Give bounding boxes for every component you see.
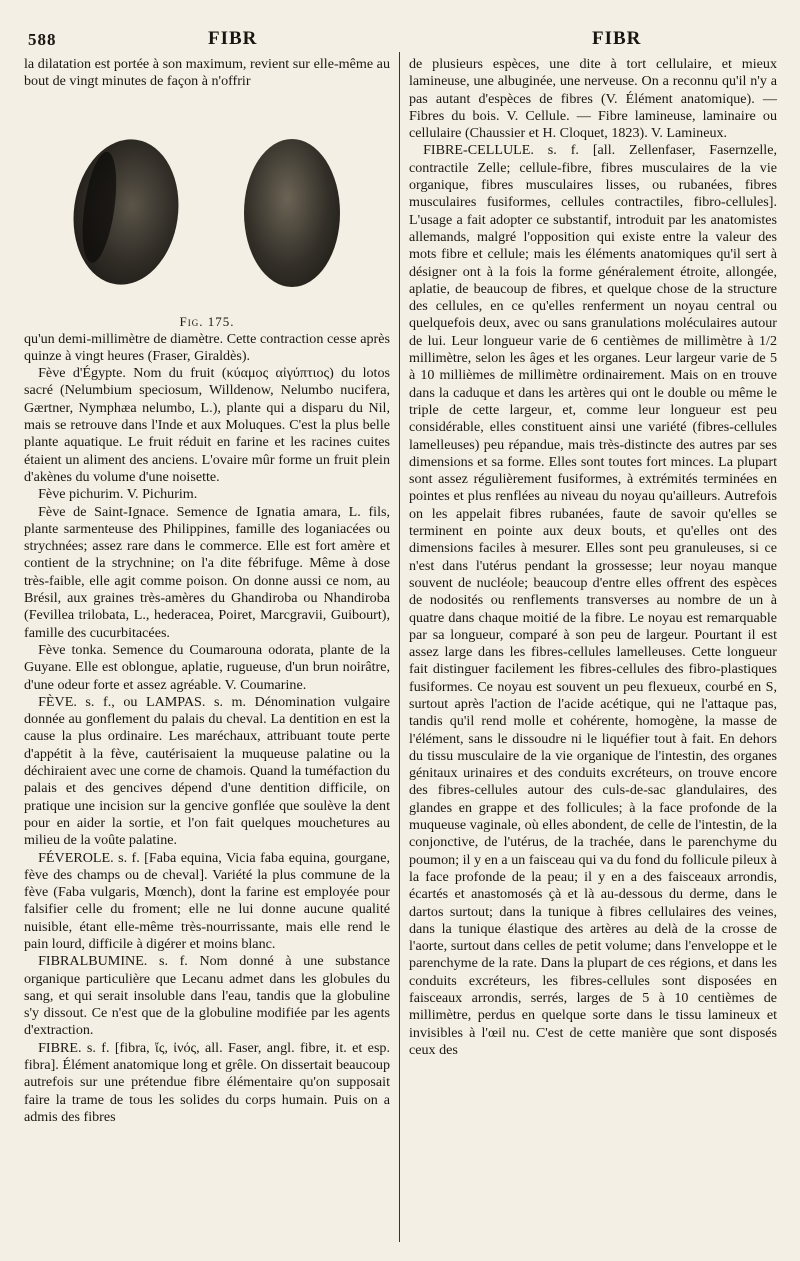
paragraph: qu'un demi-millimètre de diamètre. Cette contraction cesse après quinze à vingt heures (Fraser, Giraldès). bbox=[24, 330, 390, 364]
figure-caption: Fig. 175. bbox=[179, 313, 235, 329]
figure-175 bbox=[24, 91, 390, 331]
seed-illustration-left bbox=[64, 132, 187, 291]
entry-fibre-cellule: FIBRE-CELLULE. s. f. [all. Zellenfaser, Fasernzelle, contractile Zelle; cellule-fibre, fibres musculaires de la vie organique, fibres musculaires lisses, ou rubanées, fibres musculaires fusiformes, cellules contractiles, fibro-cellules]. L'usage a fait adopter ce substantif, introduit par les anatomistes allemands, malgré l'opposition qui existe entre la valeur des mots fibre et cellule; mais les éléments anatomiques qu'il sert à désigner ont à la fois la forme généralement étroite, allongée, aplatie, de beaucoup de fibres, et quelque chose de la structure des cellules, en ce qu'elles renferment un noyau central ou quelquefois deux, avec ou sans granulations moléculaires autour de lui. Leur longueur varie de 6 centièmes de millimètre à 1/2 millimètre, selon les âges et les organes. Leur largeur varie de 5 à 10 millièmes de millimètre ordinairement. Mais on en trouve dans la caduque et dans les artères qui ont le double ou même le triple de cette largeur, et, comme leur longueur est peu considérable, elles constituent ainsi une variété (fibres-cellules lamelleuses) peu répandue, mais très-distincte des autres par ses dimensions et sa forme. Elles sont toutes fort minces. La plupart sont assez régulièrement fusiformes, à extrémités terminées en pointes et plus renflées au niveau du noyau qu'ailleurs. Autrefois on les appelait fibres rubanées, faute de savoir qu'elles se terminent en pointe aux deux bouts, et qu'elles ont des dimensions faciles à mesurer. Elles sont peu granuleuses, si ce n'est dans l'utérus pendant la grossesse; leur noyau manque souvent de nucléole; beaucoup d'entre elles offrent des espèces de nodosités ou renflements transverses au nombre de un à quatre dans chaque moitié de la fibre. Le noyau est remarquable par sa longueur, comparé à son peu de largeur. Pourtant il est assez large dans les fibres-cellules lamelleuses. Cette longueur fait distinguer facilement les fibres-cellules des fibro-plastiques fusiformes. Ce noyau est souvent un peu flexueux, courbé en S, surtout après l'action de l'acide acétique, qui ne l'attaque pas, tandis qu'il rend molle et cohérente, homogène, la masse de l'élément, sans le dissoudre ni le liquéfier tout à fait. En dehors du tissu musculaire de la vie organique de l'intestin, des organes génitaux urinaires et des conduits excréteurs, on trouve encore des fibres-cellules autour des culs-de-sac glandulaires, des glandes en grappe et des follicules; à la face profonde de la muqueuse vaginale, où elles abondent, de celle de l'intestin, de la conjonctive, de l'utérus, de la trachée, dans le parenchyme du poumon; il y en a un faisceau qui va du fond du follicule pileux à la face profonde de la peau; il y en a des faisceaux arrondis, écartés et anastomosés çà et là au-dessous du derme, dans le dartos surtout; dans la tunique à fibres cellulaires des veines, dans la tunique élastique des artères au delà de la crosse de l'aorte, surtout dans celles de petit volume; dans l'enveloppe et le parenchyme de la rate. Dans la plupart de ces régions, et dans les conduits excréteurs, les fibres-cellules sont disposées en faisceaux arrondis, serrés, larges de 5 à 10 centièmes de millimètre, perdus en quelque sorte dans le tissu lamineux et invisibles à l'œil nu. C'est de cette manière que sont disposés ceux des bbox=[409, 142, 777, 1058]
entry-feve-pichurim: Fève pichurim. V. Pichurim. bbox=[38, 486, 198, 503]
entry-feve: FÈVE. s. f., ou LAMPAS. s. m. Dénomination vulgaire donnée au gonflement du palais du cheval. La dentition en est la cause la plus ordinaire. Les maréchaux, attribuant toute perte d'appétit à la fève, cautérisaient la muqueuse palatine ou la déchiraient avec une corne de chamois. Quand la tuméfaction du palais et des gencives dépend d'une dentition difficile, on pratique une incision sur la gencive gonflée que soulève la dent pour en aider la sortie, et l'on fait quelques mouchetures au milieu de la voûte palatine. bbox=[24, 693, 390, 849]
paragraph: la dilatation est portée à son maximum, revient sur elle-même au bout de vingt minutes de façon à n'offrir bbox=[24, 56, 390, 90]
running-head-left: FIBR bbox=[208, 28, 258, 49]
entry-fibre: FIBRE. s. f. [fibra, ἴς, ἰνός, all. Faser, angl. fibre, it. et esp. fibra]. Élément anatomique long et grêle. On dissertait beaucoup autrefois sur une prétendue fibre élémentaire qu'on supposait faire la trame de tous les solides du corps humain. Puis on a admis des fibres bbox=[24, 1039, 390, 1125]
page-number: 588 bbox=[28, 30, 57, 49]
seed-illustration-right bbox=[244, 139, 340, 287]
entry-feverole: FÉVEROLE. s. f. [Faba equina, Vicia faba equina, gourgane, fève des champs ou de cheval]. Variété la plus commune de la fève (Faba vulgaris, Mœnch), dont la farine est employée pour falsifier celle du froment; elle ne lui donne aucune qualité nuisible, étant elle-même très-nourrissante, mais elle rend le pain lourd, difficile à digérer et moins blanc. bbox=[24, 849, 390, 952]
paragraph: de plusieurs espèces, une dite à tort cellulaire, et mieux lamineuse, une albuginée, une nerveuse. On a reconnu qu'il n'y a pas autant d'espèces de fibres (V. Élément anatomique). — Fibres du bois. V. Cellule. — Fibre lamineuse, laminaire ou cellulaire (Chaussier et H. Cloquet, 1823). V. Lamineux. bbox=[409, 56, 777, 142]
entry-feve-saint-ignace: Fève de Saint-Ignace. Semence de Ignatia amara, L. fils, plante sarmenteuse des Philippines, famille des loganiacées ou strychnées; assez rare dans le commerce. Elle est fort amère et contient de la strychnine; on l'a dite fébrifuge. Même à dose très-faible, elle agit comme poison. On donne aussi ce nom, au Brésil, aux graines très-amères du Ghandiroba ou Nhandiroba (Fevillea trilobata, L., hederacea, Poiret, Marcgravii, Guibourt), famille des cucurbitacées. bbox=[24, 503, 390, 641]
left-column bbox=[24, 56, 390, 1126]
column-divider bbox=[399, 52, 400, 1242]
entry-feve-egypte: Fève d'Égypte. Nom du fruit (κύαμος αἰγύπτιος) du lotos sacré (Nelumbium speciosum, Willdenow, Nelumbo nucifera, Gærtner, Nymphæa nelumbo, L.), plante qui a disparu du Nil, mais se retrouve dans l'Inde et aux Moluques. C'est la plus belle plante aquatique. Le fruit réduit en farine et les racines cuites étaient un aliment des anciens. L'ovaire mûr forme un fruit plein d'akènes du volume d'une noisette. bbox=[24, 365, 390, 485]
right-column bbox=[409, 56, 777, 1059]
entry-fibralbumine: FIBRALBUMINE. s. f. Nom donné à une substance organique particulière que Lecanu admet dans les globules du sang, et qui serait insoluble dans l'eau, tandis que la globuline s'y dissout. Ce n'est que de la globuline modifiée par les agents d'extraction. bbox=[24, 953, 390, 1039]
entry-feve-tonka: Fève tonka. Semence du Coumarouna odorata, plante de la Guyane. Elle est oblongue, aplatie, rugueuse, d'un brun noirâtre, d'une odeur forte et assez agréable. V. Coumarine. bbox=[24, 641, 390, 693]
page-header bbox=[22, 22, 778, 52]
running-head-right: FIBR bbox=[592, 28, 642, 49]
